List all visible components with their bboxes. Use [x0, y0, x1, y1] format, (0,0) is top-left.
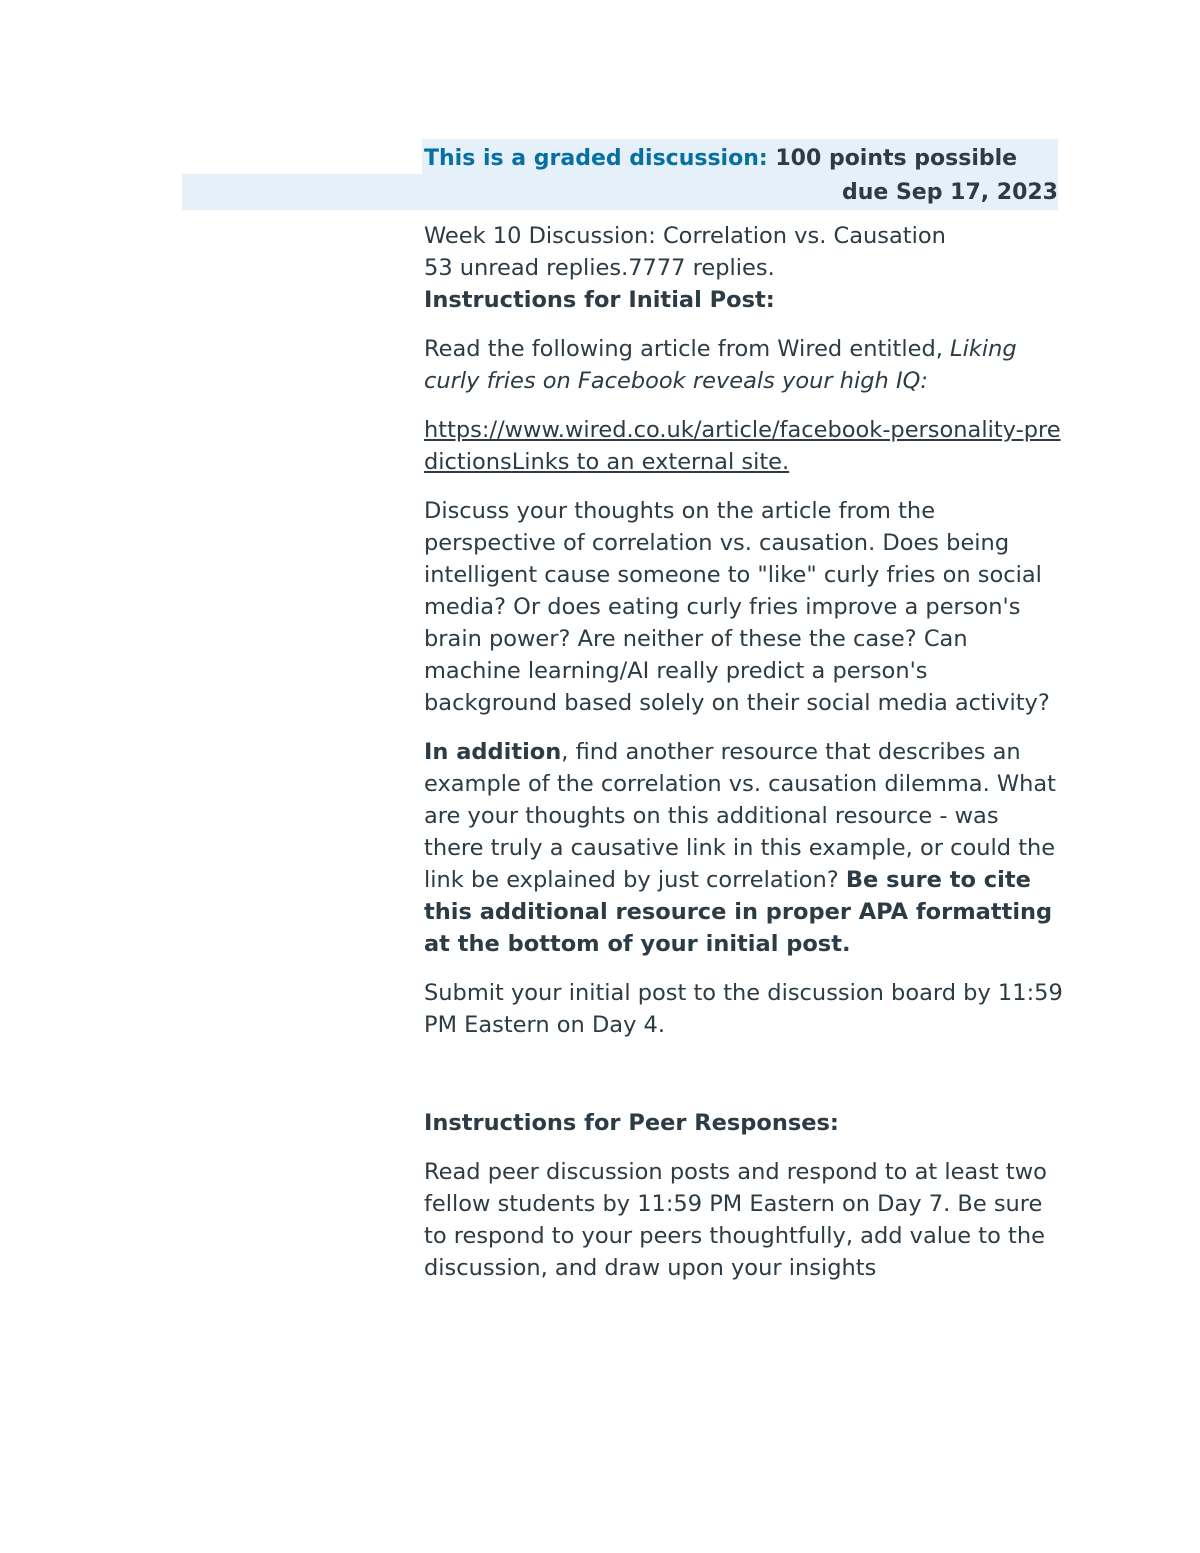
due-date: due Sep 17, 2023	[841, 180, 1058, 205]
article-title: Liking curly fries on Facebook reveals your high IQ:	[424, 336, 1017, 394]
article-link-paragraph	[424, 414, 1064, 478]
cite-instruction: Be sure to cite this additional resource in proper APA formatting at the bottom of your initial post.	[424, 867, 1053, 957]
discussion-title[interactable]: Week 10 Discussion: Correlation vs. Causation	[424, 223, 946, 249]
addition-bold: In addition	[424, 739, 562, 765]
peer-responses-heading: Instructions for Peer Responses:	[424, 1110, 839, 1136]
article-link[interactable]	[424, 417, 1061, 475]
external-link-note[interactable]: Links to an external site.	[511, 449, 790, 475]
article-link-url[interactable]: https://www.wired.co.uk/article/facebook-personality-predictions	[424, 417, 1061, 475]
submit-paragraph: Submit your initial post to the discussion board by 11:59 PM Eastern on Day 4.	[424, 980, 1063, 1038]
reply-count[interactable]: 53 unread replies.7777 replies.	[424, 255, 775, 281]
discussion-body	[424, 220, 1064, 1284]
read-intro-text: Read the following article from Wired entitled,	[424, 336, 951, 362]
graded-label: This is a graded discussion:	[424, 146, 768, 171]
addition-paragraph	[424, 736, 1064, 960]
read-article-paragraph	[424, 333, 1064, 397]
peer-responses-paragraph: Read peer discussion posts and respond to at least two fellow students by 11:59 PM Eastern on Day 7. Be sure to respond to your peers thoughtfully, add value to the discussion, and draw upon your insights	[424, 1159, 1047, 1281]
section-spacer	[424, 1058, 1064, 1107]
points-possible: 100 points possible	[775, 146, 1018, 171]
graded-discussion-line	[424, 144, 1064, 174]
initial-post-heading: Instructions for Initial Post:	[424, 287, 775, 313]
discuss-paragraph: Discuss your thoughts on the article from the perspective of correlation vs. causation. Does being intelligent cause someone to "like" curly fries on social media? Or does eating curly fries improve a person's brain power? Are neither of these the case? Can machine learning/AI really predict a person's background based solely on their social media activity?	[424, 498, 1050, 716]
addition-text: , find another resource that describes an example of the correlation vs. causation dilemma. What are your thoughts on this additional resource - was there truly a causative link in this example, or could the link be explained by just correlation?	[424, 739, 1056, 893]
